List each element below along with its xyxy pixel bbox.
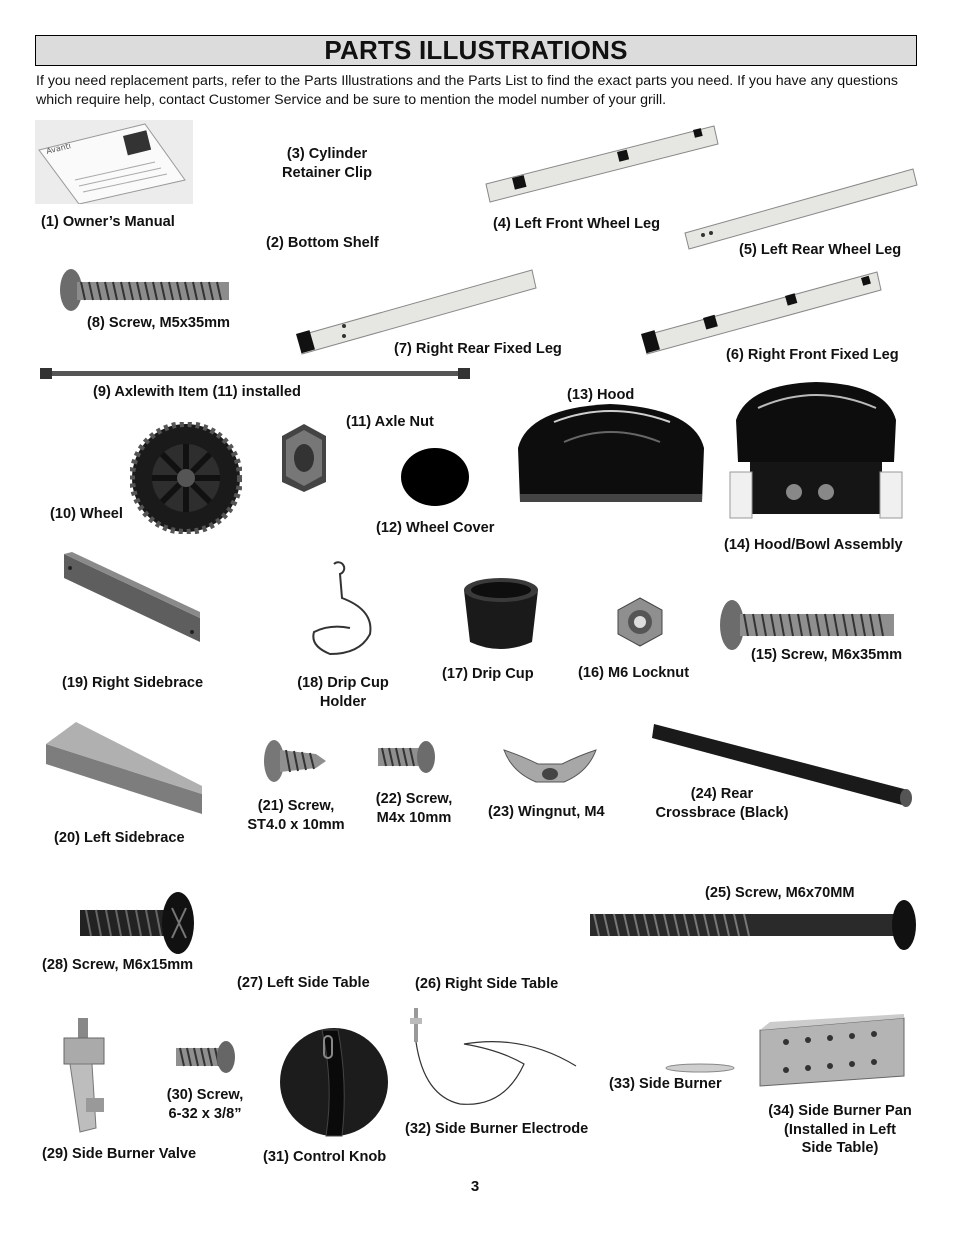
label-left-rear-wheel-leg: (5) Left Rear Wheel Leg xyxy=(739,242,902,258)
page-title: PARTS ILLUSTRATIONS xyxy=(324,35,628,65)
axle-image xyxy=(38,366,472,382)
label-side-burner-pan xyxy=(758,1102,922,1158)
label-left-front-wheel-leg: (4) Left Front Wheel Leg xyxy=(493,216,661,232)
axle-nut-image xyxy=(276,422,332,494)
side-burner-valve-image xyxy=(56,1016,114,1134)
right-sidebrace-image xyxy=(60,550,204,646)
label-line: (34) Side Burner Pan xyxy=(768,1103,912,1119)
right-front-fixed-leg-image xyxy=(639,268,883,358)
label-line: ST4.0 x 10mm xyxy=(247,816,345,833)
label-line: Retainer Clip xyxy=(281,164,372,181)
label-axle-nut: (11) Axle Nut xyxy=(346,414,434,430)
wheel-cover-image xyxy=(400,447,470,507)
label-wheel-cover: (12) Wheel Cover xyxy=(376,520,495,536)
screw-st4-image xyxy=(262,738,328,784)
label-drip-cup: (17) Drip Cup xyxy=(442,666,534,682)
label-side-burner-electrode: (32) Side Burner Electrode xyxy=(405,1121,589,1137)
screw-6-32-image xyxy=(174,1040,238,1074)
label-hood: (13) Hood xyxy=(567,387,635,403)
screw-m6x70-image xyxy=(586,898,918,952)
label-wingnut: (23) Wingnut, M4 xyxy=(488,804,605,820)
label-left-side-table: (27) Left Side Table xyxy=(237,975,370,991)
side-burner-electrode-image xyxy=(404,1004,580,1112)
page-number: 3 xyxy=(470,1178,480,1195)
label-right-front-fixed-leg: (6) Right Front Fixed Leg xyxy=(726,347,899,363)
label-m6-locknut: (16) M6 Locknut xyxy=(578,665,690,681)
label-line: Holder xyxy=(319,693,367,710)
side-burner-image xyxy=(664,1062,736,1074)
label-line: Crossbrace (Black) xyxy=(655,804,789,821)
label-line: (3) Cylinder xyxy=(286,146,368,162)
page-title-bar xyxy=(35,35,917,66)
screw-m4x10-image xyxy=(376,740,436,774)
label-right-rear-fixed-leg: (7) Right Rear Fixed Leg xyxy=(394,341,562,357)
label-screw-m5x35: (8) Screw, M5x35mm xyxy=(87,315,231,331)
label-right-sidebrace: (19) Right Sidebrace xyxy=(62,675,204,691)
label-line: Side Table) xyxy=(801,1140,879,1156)
hood-bowl-assembly-image xyxy=(728,380,904,526)
label-right-side-table: (26) Right Side Table xyxy=(415,976,559,992)
label-screw-m6x70: (25) Screw, M6x70MM xyxy=(705,885,855,901)
label-wheel: (10) Wheel xyxy=(50,506,123,522)
label-line: (18) Drip Cup xyxy=(297,675,389,691)
label-drip-cup-holder xyxy=(288,674,398,711)
label-control-knob: (31) Control Knob xyxy=(263,1149,387,1165)
screw-m6x15-image xyxy=(76,890,196,956)
screw-m5x35-image xyxy=(55,266,233,314)
m6-locknut-image xyxy=(614,596,666,648)
label-line: (24) Rear xyxy=(690,786,754,802)
label-screw-m6x35: (15) Screw, M6x35mm xyxy=(751,647,903,663)
control-knob-image xyxy=(278,1024,390,1140)
label-line: (22) Screw, xyxy=(375,791,453,807)
drip-cup-image xyxy=(460,576,542,656)
owners-manual-image xyxy=(35,120,193,204)
label-line: M4x 10mm xyxy=(376,809,452,826)
intro-paragraph: If you need replacement parts, refer to the Parts Illustrations and the Parts List to find the exact parts you need. If you have any questions which require help, contact Customer Service and be sure to mention the model number of your grill. xyxy=(36,73,898,108)
label-screw-m4x10 xyxy=(366,790,462,827)
screw-m6x35-image xyxy=(718,598,898,652)
label-screw-6-32 xyxy=(152,1086,258,1123)
label-hood-bowl-assembly: (14) Hood/Bowl Assembly xyxy=(724,537,903,553)
label-line: 6-32 x 3/8” xyxy=(168,1105,242,1122)
side-burner-pan-image xyxy=(756,1014,908,1088)
label-left-sidebrace: (20) Left Sidebrace xyxy=(54,830,185,846)
label-screw-m6x15: (28) Screw, M6x15mm xyxy=(42,957,194,973)
drip-cup-holder-image xyxy=(300,558,386,668)
label-axle: (9) Axlewith Item (11) installed xyxy=(93,384,301,400)
label-screw-st4 xyxy=(238,797,354,834)
label-bottom-shelf: (2) Bottom Shelf xyxy=(266,235,379,251)
label-line: (21) Screw, xyxy=(257,798,335,814)
svg-text:Avanti: Avanti xyxy=(45,141,72,156)
label-cylinder-retainer-clip xyxy=(270,145,384,182)
label-side-burner: (33) Side Burner xyxy=(609,1076,722,1092)
label-side-burner-valve: (29) Side Burner Valve xyxy=(42,1146,197,1162)
left-sidebrace-image xyxy=(42,720,206,820)
left-rear-wheel-leg-image xyxy=(683,163,919,253)
label-line: (30) Screw, xyxy=(166,1087,244,1103)
wheel-image xyxy=(130,422,242,534)
label-owners-manual: (1) Owner’s Manual xyxy=(41,214,175,230)
label-rear-crossbrace xyxy=(650,785,794,822)
label-line: (Installed in Left xyxy=(784,1121,896,1138)
wingnut-image xyxy=(502,742,598,790)
